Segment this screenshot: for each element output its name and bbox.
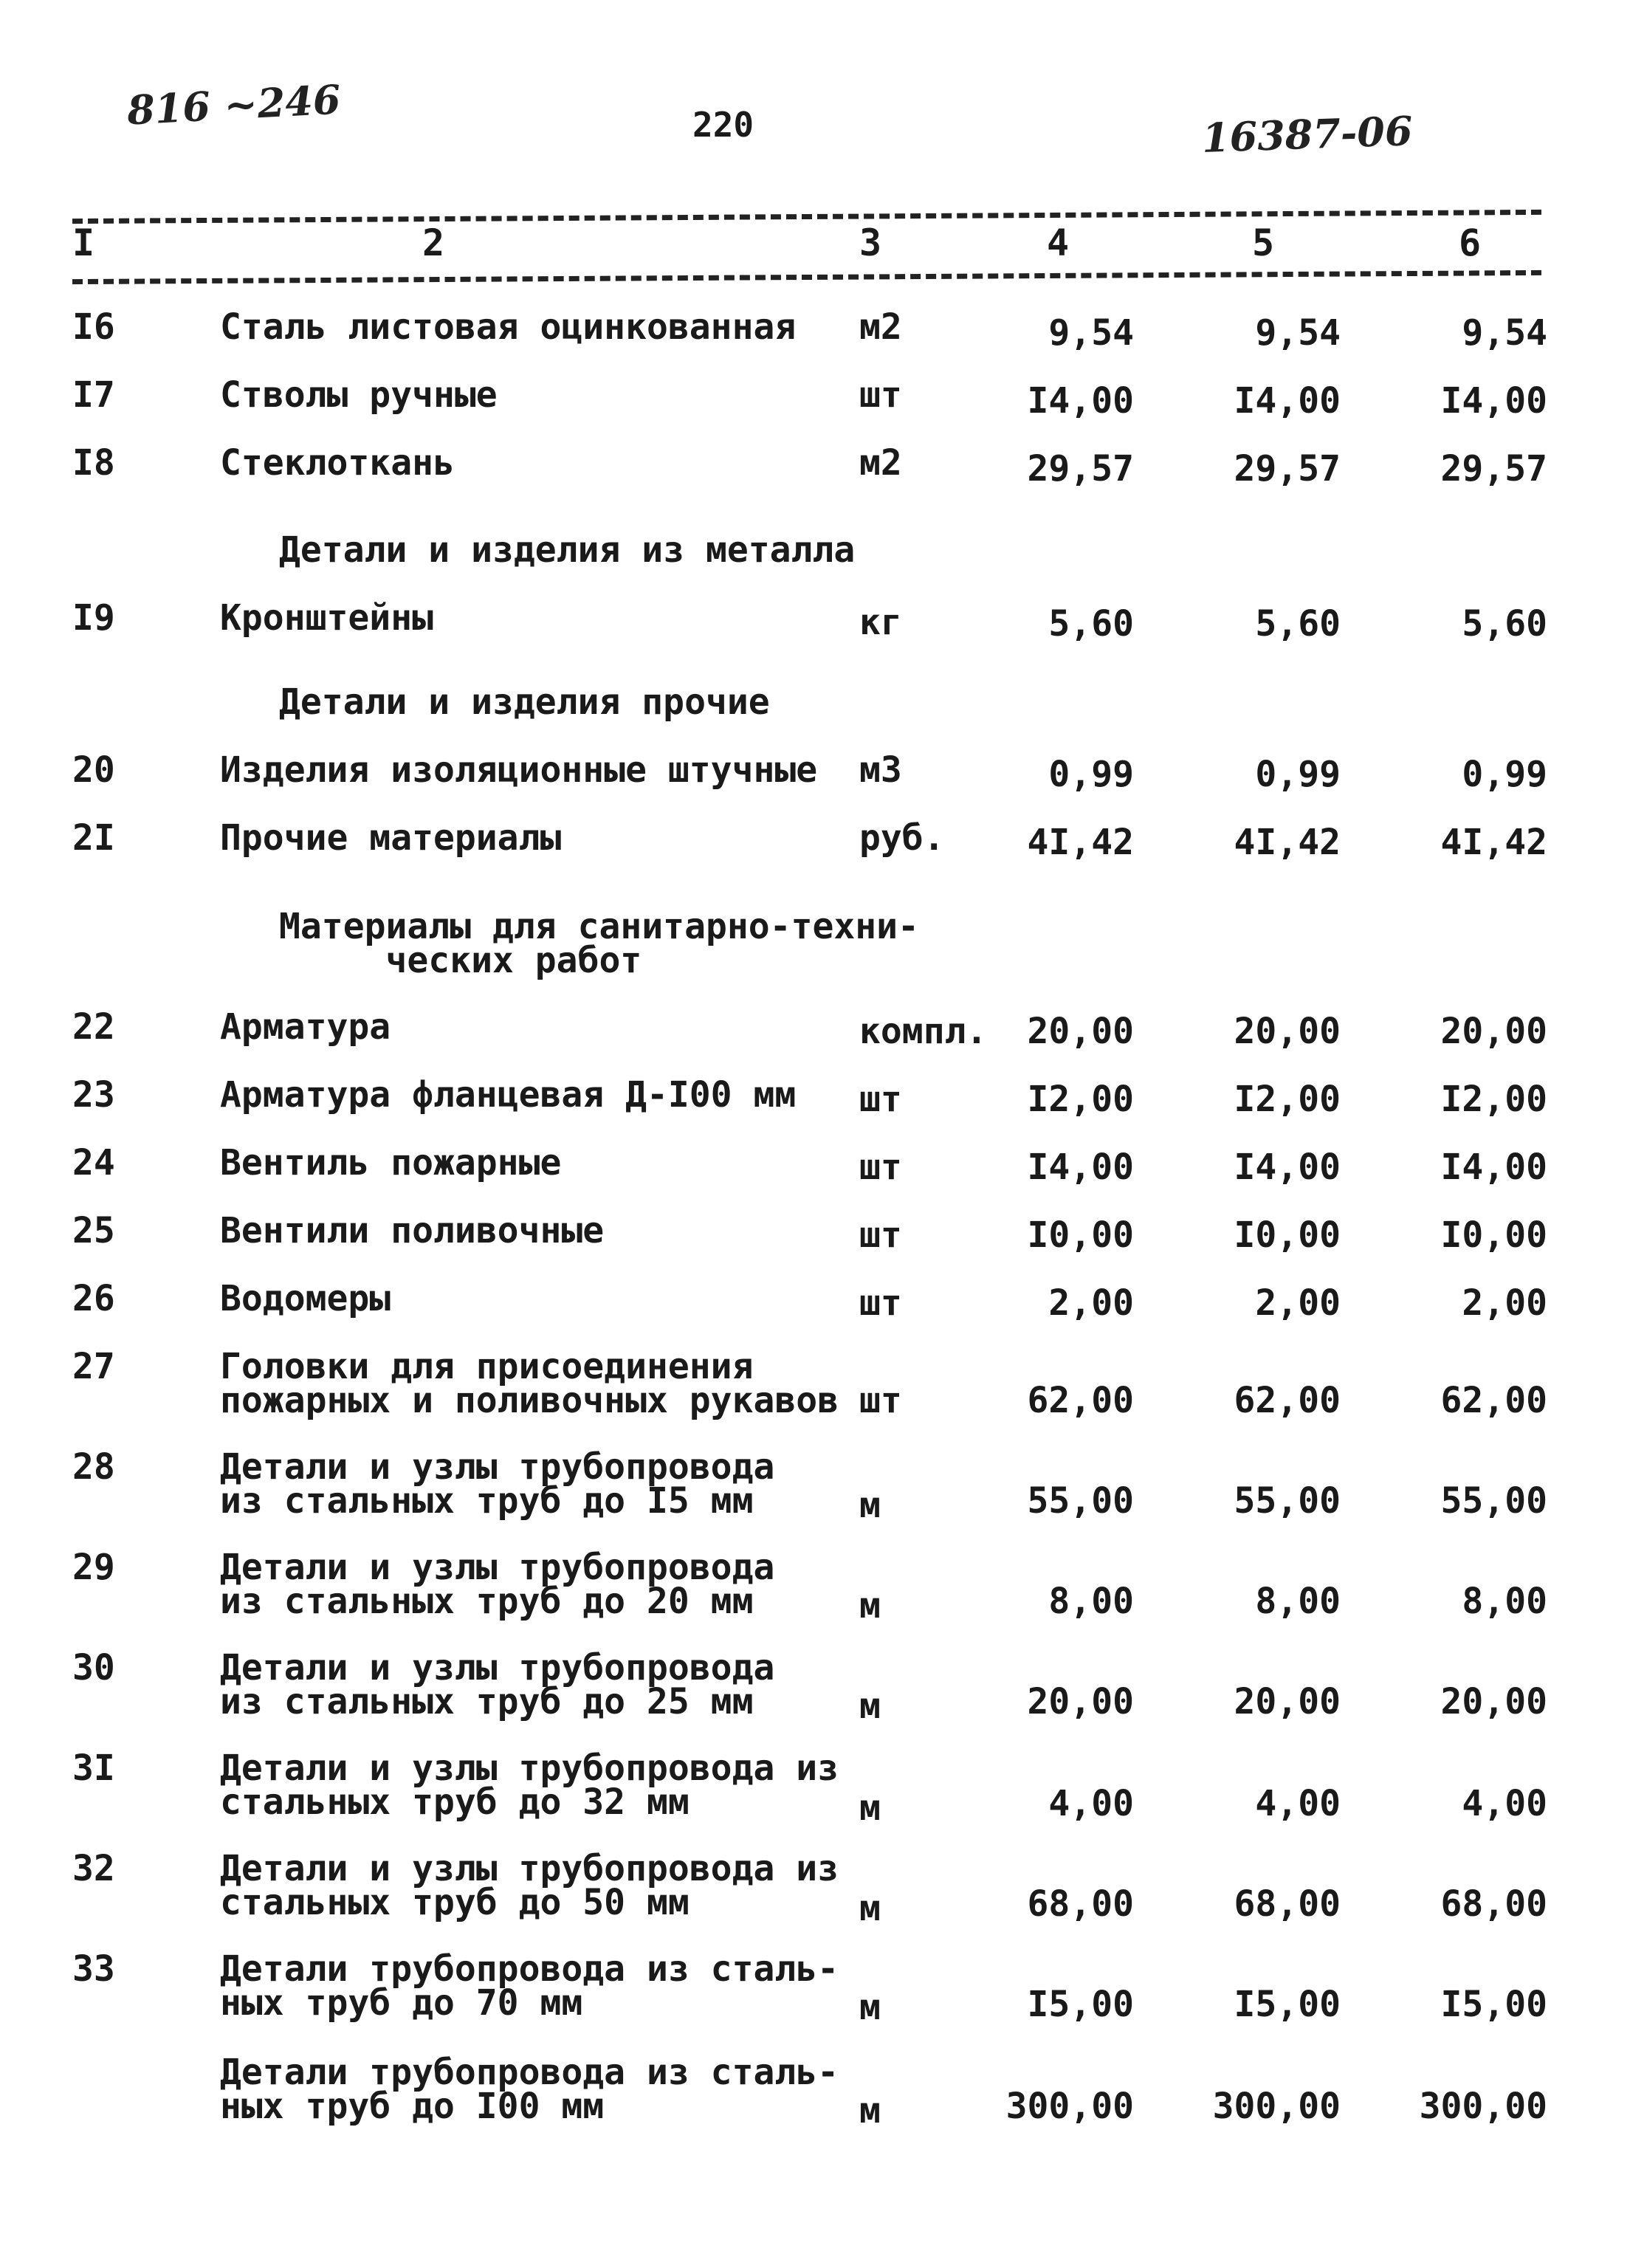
column-header-6: 6 [1459,221,1482,264]
value-col-6: 4,00 [1462,1783,1547,1824]
row-number: 22 [72,1006,115,1048]
unit: руб. [859,817,945,859]
value-col-5: 300,00 [1212,2086,1341,2127]
value-col-5: 8,00 [1255,1581,1341,1622]
value-col-5: 0,99 [1255,754,1341,795]
header-top-rule [72,210,1541,224]
material-name: Детали и узлы трубопровода из стальных труб до 20 мм [220,1547,775,1622]
unit: кг [859,602,902,643]
row-number: 33 [72,1948,115,1990]
unit: м2 [859,306,902,348]
value-col-6: I5,00 [1440,1984,1547,2025]
value-col-5: I5,00 [1234,1984,1341,2025]
section-heading: Детали и изделия прочие [279,681,770,723]
value-col-4: 55,00 [1027,1480,1134,1522]
value-col-4: 4I,42 [1027,822,1134,863]
row-number: I6 [72,306,115,348]
page-number: 220 [692,105,754,145]
value-col-6: I2,00 [1440,1079,1547,1120]
value-col-6: 8,00 [1462,1581,1547,1622]
material-name: Детали трубопровода из сталь- ных труб до 70 мм [220,1948,839,2024]
value-col-6: 20,00 [1440,1011,1547,1052]
row-number: 25 [72,1210,115,1251]
row-number: 2I [72,817,115,859]
value-col-6: 62,00 [1440,1380,1547,1421]
unit: шт [859,1147,902,1188]
value-col-4: 20,00 [1027,1681,1134,1722]
material-name: Стеклоткань [220,442,455,484]
value-col-5: 68,00 [1234,1883,1341,1925]
unit: шт [859,1380,902,1421]
value-col-5: 62,00 [1234,1380,1341,1421]
row-number: 24 [72,1142,115,1183]
column-header-5: 5 [1252,221,1275,264]
material-name: Арматура фланцевая Д-I00 мм [220,1074,797,1116]
row-number: 30 [72,1647,115,1688]
column-header-1: I [72,221,95,264]
value-col-6: 20,00 [1440,1681,1547,1722]
unit: м [859,1987,881,2028]
material-name: Детали трубопровода из сталь- ных труб до I00 мм [220,2052,839,2127]
value-col-5: I4,00 [1234,1147,1341,1188]
handwritten-annotation-right: 16387-06 [1200,107,1414,162]
value-col-6: 0,99 [1462,754,1547,795]
value-col-5: 29,57 [1234,448,1341,489]
value-col-4: I0,00 [1027,1214,1134,1256]
value-col-5: 4I,42 [1234,822,1341,863]
handwritten-annotation-left: 816 ~246 [125,75,342,134]
section-heading: Материалы для санитарно-техни- ческих работ [279,906,919,981]
value-col-4: 300,00 [1005,2086,1134,2127]
material-name: Детали и узлы трубопровода из стальных труб до 25 мм [220,1647,775,1722]
value-col-4: 4,00 [1048,1783,1134,1824]
material-name: Вентиль пожарные [220,1142,562,1183]
value-col-4: I5,00 [1027,1984,1134,2025]
value-col-4: 29,57 [1027,448,1134,489]
value-col-4: I2,00 [1027,1079,1134,1120]
unit: шт [859,1282,902,1324]
value-col-6: 2,00 [1462,1282,1547,1324]
value-col-5: 20,00 [1234,1011,1341,1052]
material-name: Водомеры [220,1278,391,1319]
value-col-6: 55,00 [1440,1480,1547,1522]
value-col-4: 9,54 [1048,312,1134,354]
value-col-4: 2,00 [1048,1282,1134,1324]
value-col-5: 4,00 [1255,1783,1341,1824]
row-number: I8 [72,442,115,484]
column-header-2: 2 [422,221,445,264]
value-col-6: I4,00 [1440,1147,1547,1188]
value-col-6: I4,00 [1440,380,1547,422]
row-number: 26 [72,1278,115,1319]
row-number: 28 [72,1446,115,1488]
value-col-4: 62,00 [1027,1380,1134,1421]
unit: компл. [859,1011,988,1052]
value-col-6: 4I,42 [1440,822,1547,863]
value-col-6: 9,54 [1462,312,1547,354]
unit: м [859,1787,881,1829]
row-number: 27 [72,1346,115,1387]
column-header-3: 3 [859,221,882,264]
unit: м3 [859,749,902,791]
value-col-6: 300,00 [1419,2086,1547,2127]
value-col-6: 5,60 [1462,603,1547,645]
section-heading: Детали и изделия из металла [279,529,856,571]
value-col-5: I4,00 [1234,380,1341,422]
row-number: I9 [72,597,115,639]
unit: м2 [859,442,902,484]
value-col-4: 68,00 [1027,1883,1134,1925]
material-name: Кронштейны [220,597,433,639]
value-col-6: I0,00 [1440,1214,1547,1256]
value-col-5: 9,54 [1255,312,1341,354]
value-col-4: 8,00 [1048,1581,1134,1622]
unit: м [859,1888,881,1929]
unit: шт [859,1214,902,1256]
value-col-6: 68,00 [1440,1883,1547,1925]
material-name: Детали и узлы трубопровода из стальных труб до 50 мм [220,1848,839,1923]
material-name: Головки для присоединения пожарных и поливочных рукавов [220,1346,839,1421]
value-col-4: 0,99 [1048,754,1134,795]
value-col-5: I2,00 [1234,1079,1341,1120]
material-name: Прочие материалы [220,817,562,859]
column-header-4: 4 [1047,221,1070,264]
value-col-4: 5,60 [1048,603,1134,645]
unit: м [859,1685,881,1727]
material-name: Сталь листовая оцинкованная [220,306,797,348]
unit: шт [859,1079,902,1120]
material-name: Изделия изоляционные штучные [220,749,818,791]
value-col-5: 2,00 [1255,1282,1341,1324]
row-number: I7 [72,374,115,416]
value-col-5: 5,60 [1255,603,1341,645]
material-name: Арматура [220,1006,391,1048]
row-number: 32 [72,1848,115,1889]
row-number: 20 [72,749,115,791]
unit: м [859,2090,881,2131]
value-col-4: 20,00 [1027,1011,1134,1052]
unit: м [859,1585,881,1626]
header-bottom-rule [72,270,1541,284]
value-col-5: I0,00 [1234,1214,1341,1256]
value-col-5: 20,00 [1234,1681,1341,1722]
material-name: Стволы ручные [220,374,498,416]
value-col-5: 55,00 [1234,1480,1341,1522]
value-col-4: I4,00 [1027,1147,1134,1188]
unit: шт [859,374,902,416]
row-number: 3I [72,1748,115,1789]
value-col-6: 29,57 [1440,448,1547,489]
value-col-4: I4,00 [1027,380,1134,422]
material-name: Детали и узлы трубопровода из стальных труб до 32 мм [220,1748,839,1823]
material-name: Вентили поливочные [220,1210,605,1251]
material-name: Детали и узлы трубопровода из стальных труб до I5 мм [220,1446,775,1522]
unit: м [859,1485,881,1526]
row-number: 23 [72,1074,115,1116]
row-number: 29 [72,1547,115,1588]
